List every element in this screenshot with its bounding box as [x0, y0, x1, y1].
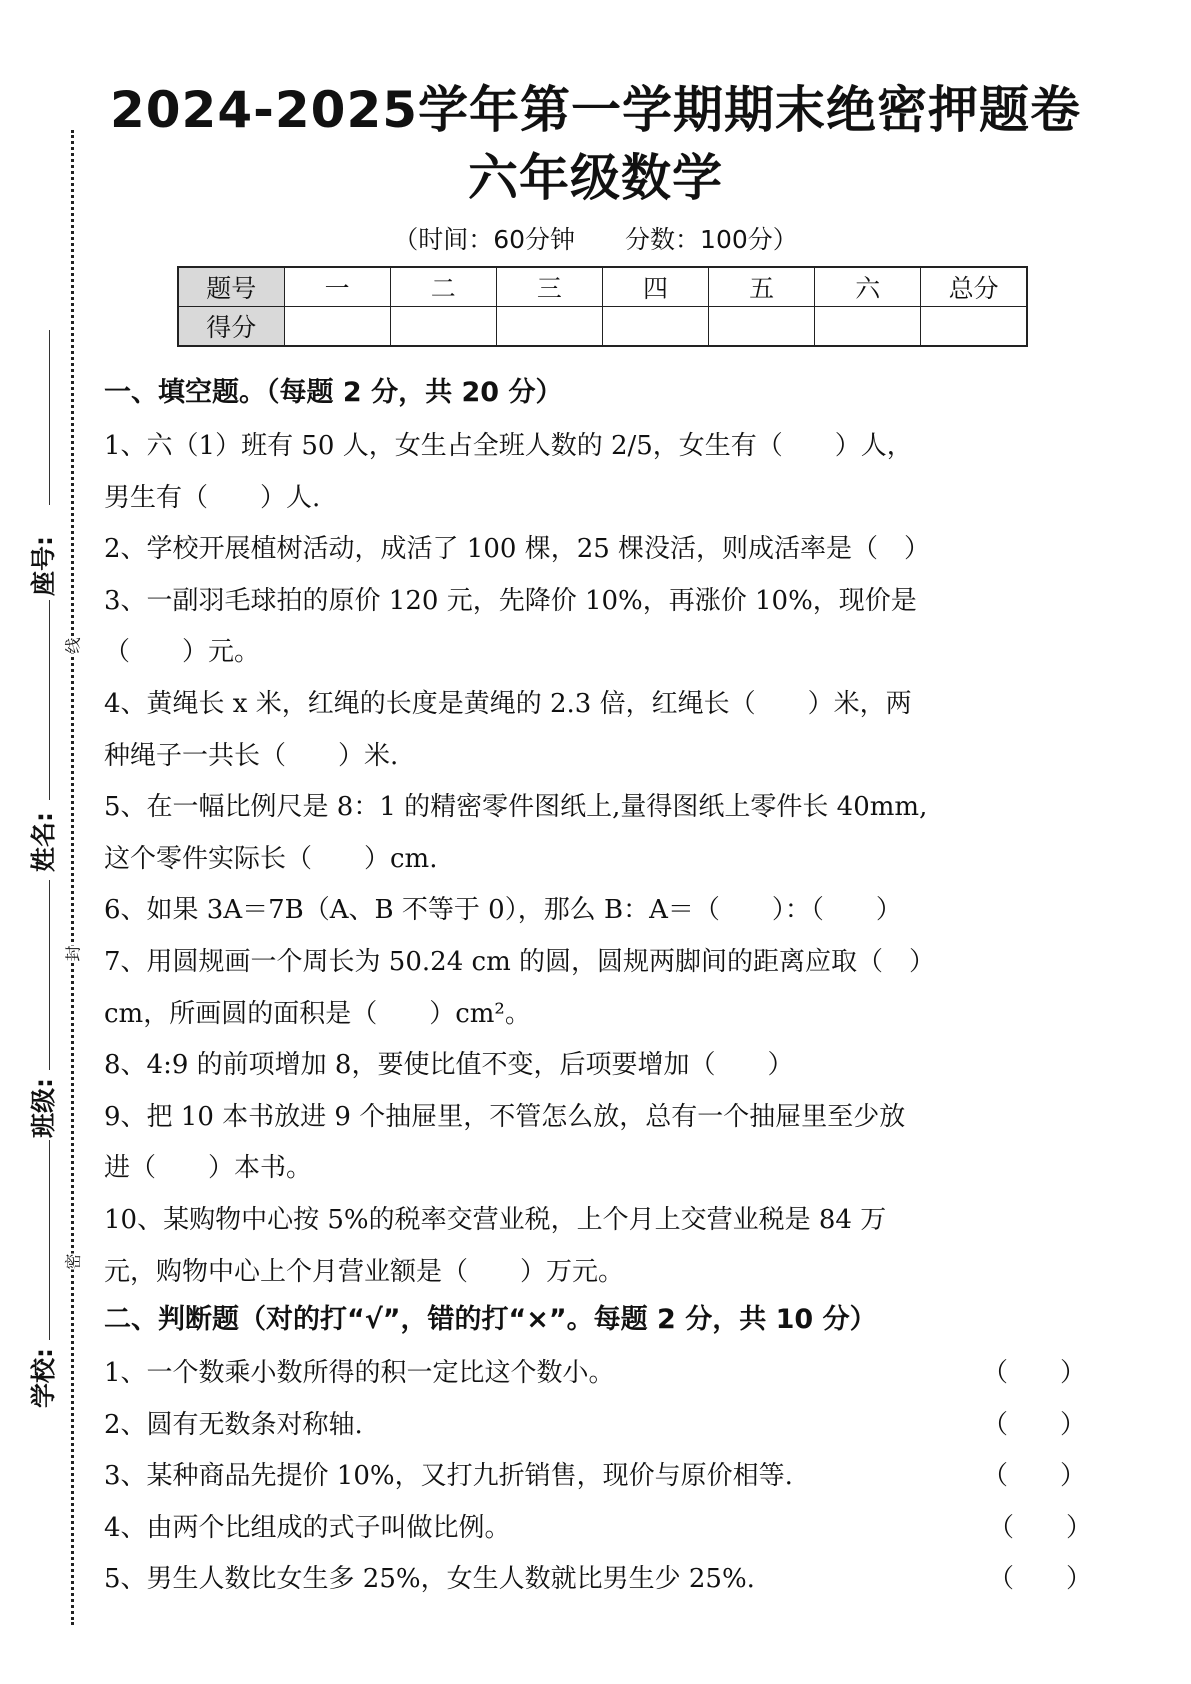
question-line: 男生有（ ）人.	[104, 482, 321, 513]
binding-dotted-line	[71, 130, 74, 1625]
question-line: 元，购物中心上个月营业额是（ ）万元。	[104, 1256, 625, 1287]
score-cell[interactable]	[496, 307, 602, 347]
class-underline	[49, 880, 50, 1070]
score-cell[interactable]	[390, 307, 496, 347]
class-label: 班级:	[29, 1078, 58, 1138]
question-line: 7、用圆规画一个周长为 50.24 cm 的圆，圆规两脚间的距离应取（ ）	[104, 947, 935, 977]
score-table-cell: 三	[496, 267, 602, 307]
score-table	[177, 266, 1028, 347]
question-line: 8、4:9 的前项增加 8，要使比值不变，后项要增加（ ）	[104, 1050, 794, 1081]
score-table-cell: 五	[709, 267, 815, 307]
exam-title: 2024-2025学年第一学期期末绝密押题卷	[109, 81, 1082, 139]
score-cell[interactable]	[709, 307, 815, 347]
score-table-header-row	[178, 267, 1027, 307]
seal-mark-secret: 密	[61, 1253, 84, 1269]
score-table-score-row	[178, 307, 1027, 347]
judgement-item: 5、男生人数比女生多 25%，女生人数就比男生少 25%.	[104, 1564, 755, 1595]
score-cell[interactable]	[284, 307, 390, 347]
score-table-cell: 一	[284, 267, 390, 307]
question-line: 1、六（1）班有 50 人，女生占全班人数的 2/5，女生有（ ）人，	[104, 431, 913, 461]
judgement-item: 3、某种商品先提价 10%，又打九折销售，现价与原价相等.	[104, 1461, 793, 1492]
question-line: 6、如果 3A＝7B（A、B 不等于 0），那么 B：A＝（ ）：（ ）	[104, 895, 902, 926]
answer-parentheses[interactable]: （ ）	[982, 1358, 1087, 1388]
score-table-cell: 二	[390, 267, 496, 307]
score-table-cell: 总分	[921, 267, 1027, 307]
question-line: 10、某购物中心按 5%的税率交营业税，上个月上交营业税是 84 万	[104, 1205, 887, 1235]
name-underline	[49, 600, 50, 800]
question-line: 3、一副羽毛球拍的原价 120 元，先降价 10%，再涨价 10%，现价是	[104, 585, 917, 616]
school-label: 学校:	[29, 1348, 58, 1408]
judgement-item: 2、圆有无数条对称轴.	[104, 1409, 363, 1440]
score-cell[interactable]	[815, 307, 921, 347]
score-table-cell: 六	[815, 267, 921, 307]
question-line: 种绳子一共长（ ）米.	[104, 740, 399, 771]
seat-number-label: 座号:	[29, 536, 58, 596]
seal-mark-seal: 封	[61, 945, 84, 961]
score-table-cell: 四	[603, 267, 709, 307]
answer-parentheses[interactable]: （ ）	[982, 1409, 1087, 1440]
question-line: 2、学校开展植树活动，成活了 100 棵，25 棵没活，则成活率是（ ）	[104, 534, 931, 565]
school-underline	[49, 1140, 50, 1340]
exam-subject: 六年级数学	[468, 149, 723, 207]
score-cell[interactable]	[603, 307, 709, 347]
question-line: 4、黄绳长 x 米，红绳的长度是黄绳的 2.3 倍，红绳长（ ）米，两	[104, 689, 912, 719]
question-line: 进（ ）本书。	[104, 1153, 313, 1184]
question-line: 9、把 10 本书放进 9 个抽屉里，不管怎么放，总有一个抽屉里至少放	[104, 1101, 906, 1132]
section1-heading: 一、填空题。（每题 2 分，共 20 分）	[104, 377, 563, 408]
question-line: （ ）元。	[104, 637, 261, 668]
question-line: 5、在一幅比例尺是 8：1 的精密零件图纸上,量得图纸上零件长 40mm,	[104, 792, 928, 823]
section2-heading: 二、判断题（对的打“√”，错的打“×”。每题 2 分，共 10 分）	[104, 1304, 877, 1335]
seat-number-underline	[49, 330, 50, 505]
judgement-item: 4、由两个比组成的式子叫做比例。	[104, 1512, 511, 1543]
question-line: 这个零件实际长（ ）cm.	[104, 843, 438, 874]
score-table-cell: 题号	[178, 267, 284, 307]
score-cell[interactable]	[921, 307, 1027, 347]
judgement-item: 1、一个数乘小数所得的积一定比这个数小。	[104, 1358, 615, 1388]
question-line: cm，所画圆的面积是（ ）cm²。	[104, 998, 531, 1029]
seal-mark-line: 线	[61, 637, 84, 653]
score-row-label: 得分	[178, 307, 284, 347]
answer-parentheses[interactable]: （ ）	[988, 1512, 1093, 1543]
answer-parentheses[interactable]: （ ）	[988, 1564, 1093, 1595]
name-label: 姓名:	[29, 812, 58, 872]
exam-time-score: （时间：60分钟 分数：100分）	[393, 225, 798, 254]
answer-parentheses[interactable]: （ ）	[982, 1461, 1087, 1492]
